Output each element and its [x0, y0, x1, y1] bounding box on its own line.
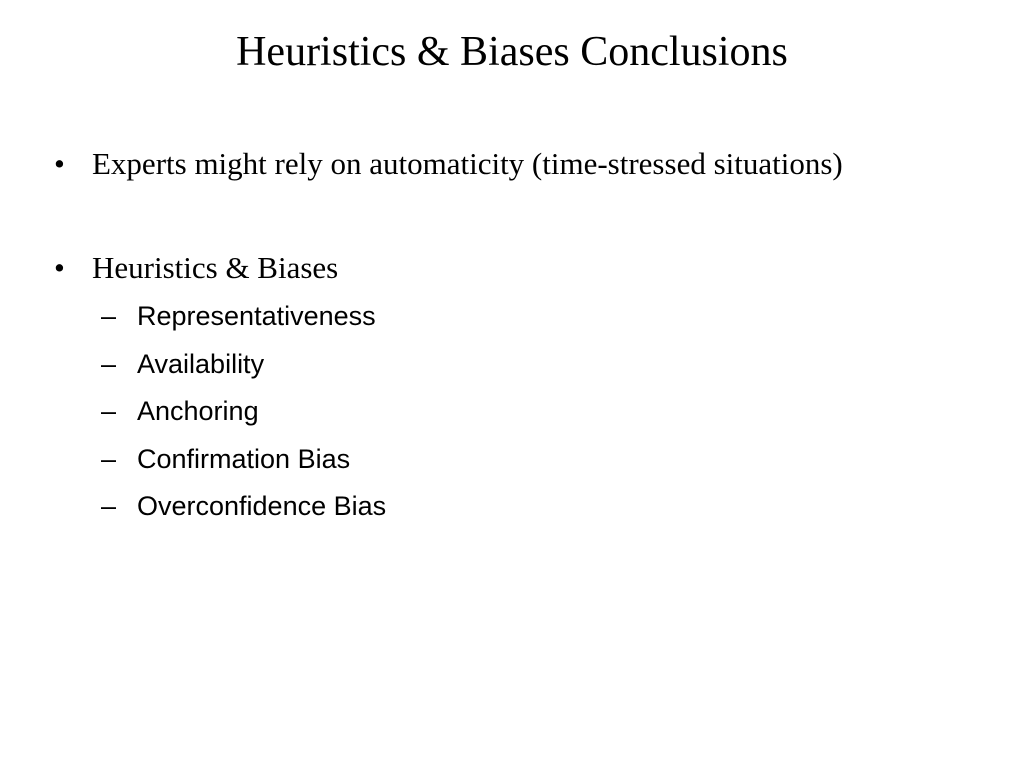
bullet-text: Experts might rely on automaticity (time-stressed situations): [92, 146, 843, 181]
sub-bullet-text: Confirmation Bias: [137, 443, 351, 474]
sub-bullet-text: Anchoring: [137, 396, 259, 426]
sub-bullet-marker: –: [101, 491, 117, 521]
sub-bullet-marker: –: [101, 348, 117, 379]
sub-bullet-marker: –: [101, 443, 117, 474]
bullet-text: Heuristics & Biases: [92, 250, 339, 285]
bullet-marker: •: [54, 250, 65, 285]
bullet-marker: •: [54, 146, 65, 181]
sub-bullet-text: Representativeness: [137, 301, 376, 331]
sub-bullet-text: Overconfidence Bias: [137, 491, 387, 521]
slide-title: Heuristics & Biases Conclusions: [236, 29, 788, 75]
sub-bullet-marker: –: [101, 301, 117, 331]
sub-bullet-text: Availability: [137, 348, 265, 379]
sub-bullet-marker: –: [101, 396, 117, 426]
